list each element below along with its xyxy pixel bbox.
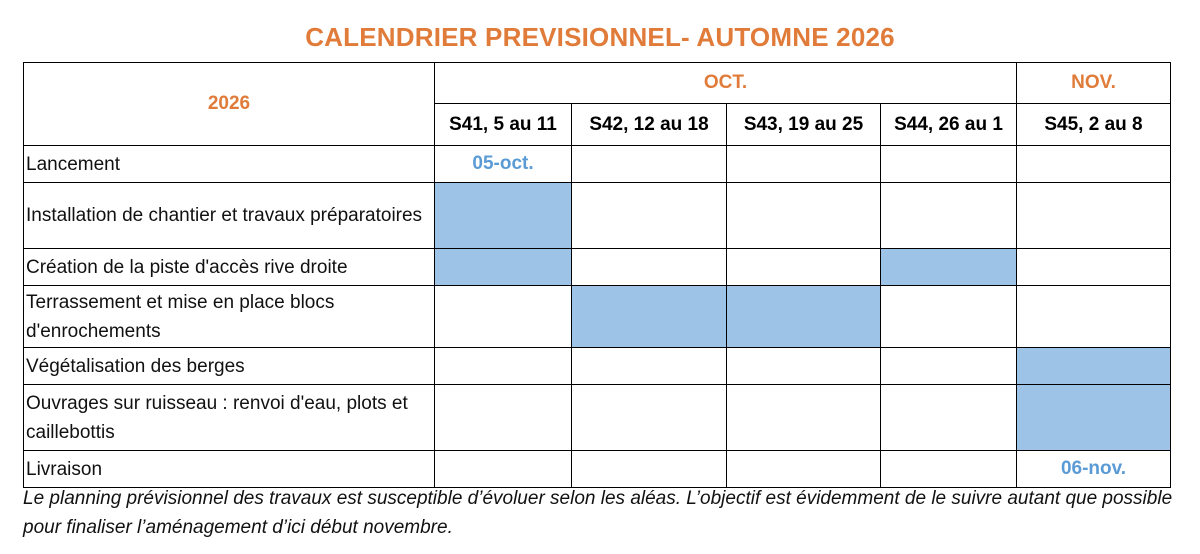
schedule-cell	[727, 183, 881, 249]
schedule-cell	[1017, 146, 1171, 183]
schedule-cell	[881, 146, 1017, 183]
milestone-cell	[1017, 451, 1171, 488]
schedule-cell	[572, 348, 727, 385]
task-row	[24, 286, 1171, 348]
task-row	[24, 385, 1171, 451]
schedule-cell	[1017, 286, 1171, 348]
schedule-bar-cell	[881, 249, 1017, 286]
schedule-bar-cell	[1017, 385, 1171, 451]
schedule-cell	[435, 451, 572, 488]
schedule-bar-cell	[727, 286, 881, 348]
task-row	[24, 146, 1171, 183]
schedule-bar-cell	[1017, 348, 1171, 385]
schedule-cell	[727, 451, 881, 488]
schedule-cell	[881, 183, 1017, 249]
schedule-bar-cell	[572, 286, 727, 348]
milestone-cell	[435, 146, 572, 183]
task-label: Végétalisation des berges	[24, 348, 435, 385]
task-label: Création de la piste d'accès rive droite	[24, 249, 435, 286]
schedule-cell	[881, 451, 1017, 488]
footnote: Le planning prévisionnel des travaux est susceptible d’évoluer selon les aléas. L’objectif est évidemment de le suivre autant que possible pour finaliser l’aménagement d’ici début novembre.	[23, 488, 1173, 538]
schedule-bar-cell	[435, 183, 572, 249]
task-row	[24, 183, 1171, 249]
schedule-cell	[435, 348, 572, 385]
year-header: 2026	[24, 63, 435, 146]
task-row	[24, 249, 1171, 286]
page-title: CALENDRIER PREVISIONNEL- AUTOMNE 2026	[305, 22, 895, 52]
month-header-nov: NOV.	[1017, 63, 1171, 104]
month-header-oct: OCT.	[435, 63, 1017, 104]
task-label: Ouvrages sur ruisseau : renvoi d'eau, plots et caillebottis	[24, 385, 435, 451]
milestone-date: 06-nov.	[1060, 458, 1127, 479]
schedule-cell	[572, 385, 727, 451]
week-header: S45, 2 au 8	[1017, 104, 1171, 146]
task-label: Livraison	[24, 451, 435, 488]
schedule-cell	[1017, 183, 1171, 249]
schedule-cell	[435, 385, 572, 451]
schedule-cell	[881, 385, 1017, 451]
schedule-cell	[435, 286, 572, 348]
schedule-cell	[572, 451, 727, 488]
schedule-cell	[727, 249, 881, 286]
milestone-date: 05-oct.	[472, 153, 534, 174]
week-header: S42, 12 au 18	[572, 104, 727, 146]
schedule-cell	[1017, 249, 1171, 286]
schedule-cell	[727, 146, 881, 183]
task-row	[24, 348, 1171, 385]
task-row	[24, 451, 1171, 488]
schedule-cell	[727, 385, 881, 451]
schedule-cell	[727, 348, 881, 385]
schedule-cell	[881, 286, 1017, 348]
week-header: S44, 26 au 1	[881, 104, 1017, 146]
schedule-cell	[572, 249, 727, 286]
schedule-cell	[881, 348, 1017, 385]
schedule-cell	[572, 183, 727, 249]
schedule-cell	[572, 146, 727, 183]
week-header: S43, 19 au 25	[727, 104, 881, 146]
schedule-bar-cell	[435, 249, 572, 286]
week-header: S41, 5 au 11	[435, 104, 572, 146]
task-label: Terrassement et mise en place blocs d'enrochements	[24, 286, 435, 348]
schedule-table	[23, 62, 1171, 488]
task-label: Installation de chantier et travaux préparatoires	[24, 183, 435, 249]
task-label: Lancement	[24, 146, 435, 183]
